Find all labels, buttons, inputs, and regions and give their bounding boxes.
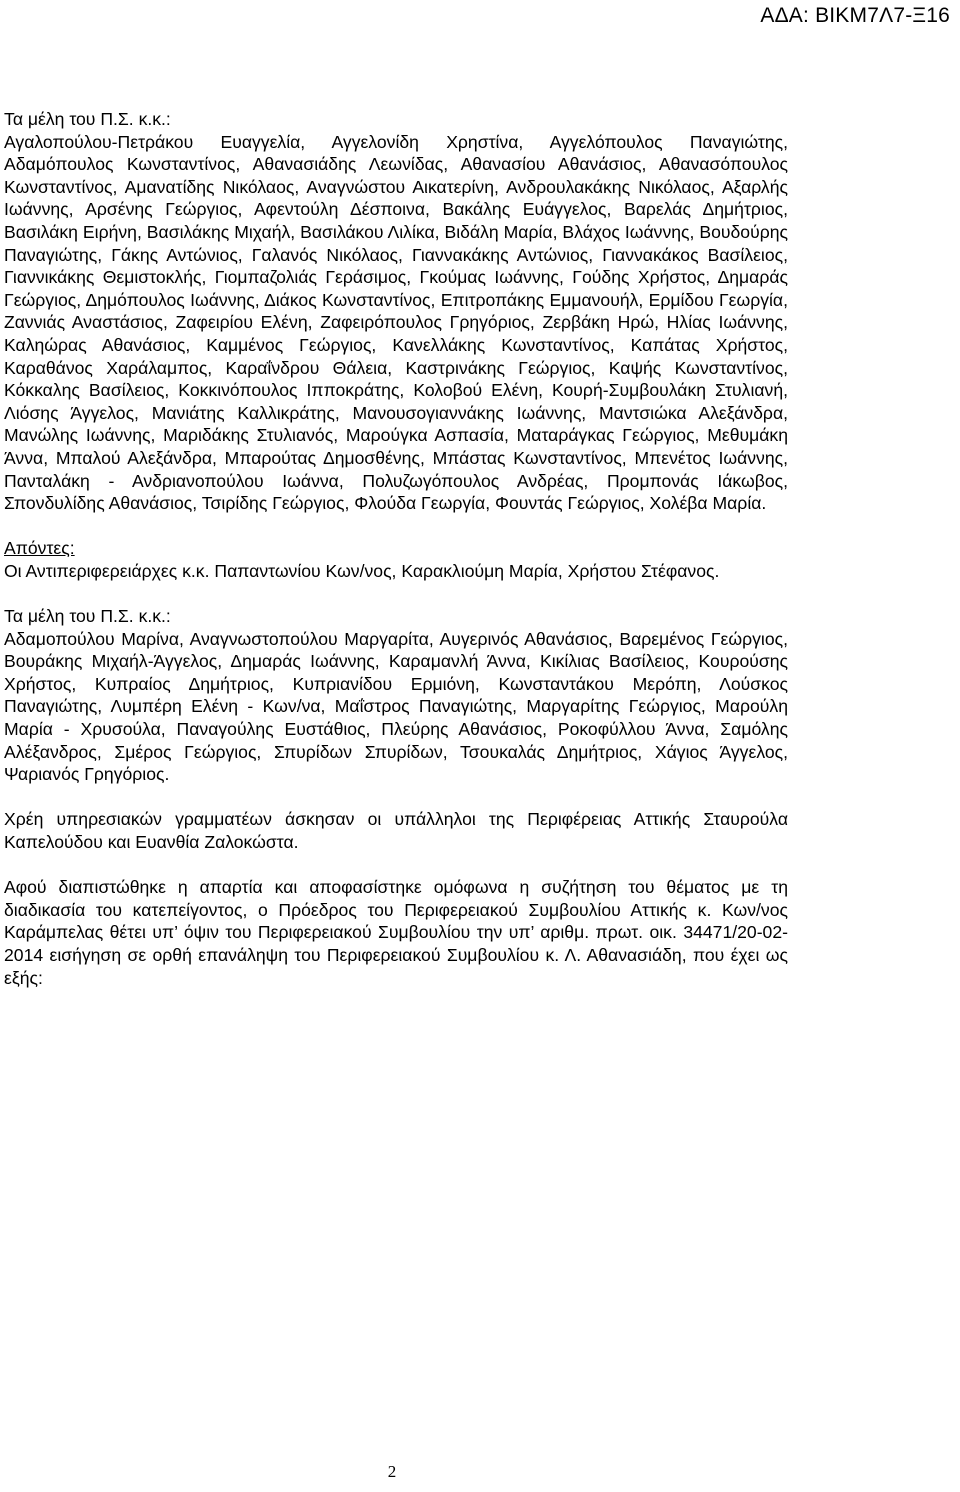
spacer	[4, 582, 788, 605]
page-number: 2	[387, 1462, 397, 1481]
members-present-list: Αγαλοπούλου-Πετράκου Ευαγγελία, Αγγελονίδη Χρηστίνα, Αγγελόπουλος Παναγιώτης, Αδαμόπουλος Κωνσταντίνος, Αθανασιάδης Λεωνίδας, Αθανασίου Αθανάσιος, Αθανασόπουλος Κωνσταντίνος, Αμανατίδης Νικόλαος, Αναγνώστου Αικατερίνη, Ανδρουλακάκης Νικόλαος, Αξαρλής Ιωάννης, Αρσένης Γεώργιος, Αφεντούλη Δέσποινα, Βακάλης Ευάγγελος, Βαρελάς Δημήτριος, Βασιλάκη Ειρήνη, Βασιλάκης Μιχαήλ, Βασιλάκου Λιλίκα, Βιδάλη Μαρία, Βλάχος Ιωάννης, Βουδούρης Παναγιώτης, Γάκης Αντώνιος, Γαλανός Νικόλαος, Γιαννακάκης Αντώνιος, Γιαννακάκος Βασίλειος, Γιαννικάκης Θεμιστοκλής, Γιομπαζολιάς Γεράσιμος, Γκούμας Ιωάννης, Γούδης Χρήστος, Δημαράς Γεώργιος, Δημόπουλος Ιωάννης, Διάκος Κωνσταντίνος, Επιτροπάκης Εμμανουήλ, Ερμίδου Γεωργία, Ζαννιάς Αναστάσιος, Ζαφειρίου Ελένη, Ζαφειρόπουλος Γρηγόριος, Ζερβάκη Ηρώ, Ηλίας Ιωάννης, Καληώρας Αθανάσιος, Καμμένος Γεώργιος, Κανελλάκης Κωνσταντίνος, Καπάτας Χρήστος, Καραθάνος Χαράλαμπος, Καραΐνδρου Θάλεια, Καστρινάκης Γεώργιος, Καψής Κωνσταντίνος, Κόκκαλης Βασίλειος, Κοκκινόπουλος Ιπποκράτης, Κολοβού Ελένη, Κουρή-Συμβουλάκη Στυλιανή, Λιόσης Άγγελος, Μανιάτης Καλλικράτης, Μανουσογιαννάκης Ιωάννης, Μαντσιώκα Αλεξάνδρα, Μανώλης Ιωάννης, Μαριδάκης Στυλιανός, Μαρούγκα Ασπασία, Ματαράγκας Γεώργιος, Μεθυμάκη Άννα, Μπαλού Αλεξάνδρα, Μπαρούτας Δημοσθένης, Μπάστας Κωνσταντίνος, Μπενέτος Ιωάννης, Πανταλάκη - Ανδριανοπούλου Ιωάννα, Πολυζωγόπουλος Ανδρέας, Προμπονάς Ιάκωβος, Σπονδυλίδης Αθανάσιος, Τσιρίδης Γεώργιος, Φλούδα Γεωργία, Φουντάς Γεώργιος, Χολέβα Μαρία.	[4, 131, 788, 514]
closing-paragraph: Αφού διαπιστώθηκε η απαρτία και αποφασίστηκε ομόφωνα η συζήτηση του θέματος με τη διαδικασία του κατεπείγοντος, ο Πρόεδρος του Περιφερειακού Συμβουλίου Αττικής κ. Κων/νος Καράμπελας θέτει υπ’ όψιν του Περιφερειακού Συμβουλίου την υπ’ αριθμ. πρωτ. οικ. 34471/20-02-2014 εισήγηση σε ορθή επανάληψη του Περιφερειακού Συμβουλίου κ. Λ. Αθανασιάδη, που έχει ως εξής:	[4, 877, 788, 988]
absent-heading: Απόντες:	[4, 538, 75, 559]
secretaries-paragraph: Χρέη υπηρεσιακών γραμματέων άσκησαν οι υπάλληλοι της Περιφέρειας Αττικής Σταυρούλα Καπελούδου και Ευανθία Ζαλοκώστα.	[4, 809, 788, 852]
spacer	[4, 786, 788, 809]
members-heading-2: Τα μέλη του Π.Σ. κ.κ.:	[4, 606, 171, 627]
document-body	[4, 108, 788, 989]
members-list-2: Αδαμοπούλου Μαρίνα, Αναγνωστοπούλου Μαργαρίτα, Αυγερινός Αθανάσιος, Βαρεμένος Γεώργιος, Βουράκης Μιχαήλ-Άγγελος, Δημαράς Ιωάννης, Καραμανλή Άννα, Κικίλιας Βασίλειος, Κουρούσης Χρήστος, Κυπραίος Δημήτριος, Κυπριανίδου Ερμιόνη, Κωνσταντάκου Μερόπη, Λούσκος Παναγιώτης, Λυμπέρη Ελένη - Κων/να, Μαΐστρος Παναγιώτης, Μαργαρίτης Γεώργιος, Μαρούλη Μαρία - Χρυσούλα, Παναγούλης Ευστάθιος, Πλεύρης Αθανάσιος, Ροκοφύλλου Άννα, Σαμόλης Αλέξανδρος, Σμέρος Γεώργιος, Σπυρίδων Σπυρίδων, Τσουκαλάς Δημήτριος, Χάγιος Άγγελος, Ψαριανός Γρηγόριος.	[4, 628, 788, 785]
members-present-heading: Τα μέλη του Π.Σ. κ.κ.:	[4, 109, 171, 129]
ada-code: ΑΔΑ: ΒΙΚΜ7Λ7-Ξ16	[760, 4, 950, 27]
spacer	[4, 854, 788, 877]
absent-list: Οι Αντιπεριφερειάρχες κ.κ. Παπαντωνίου Κων/νος, Καρακλιούμη Μαρία, Χρήστου Στέφανος.	[4, 560, 720, 581]
spacer	[4, 515, 788, 538]
